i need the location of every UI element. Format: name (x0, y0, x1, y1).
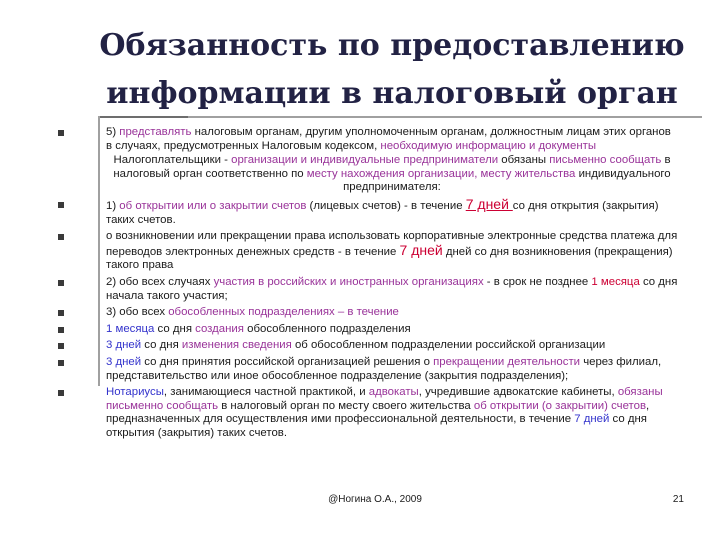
bullet-item (106, 195, 678, 227)
text-segment: 1 месяца (106, 322, 155, 335)
bullet-item (106, 306, 678, 320)
text-segment: письменно сообщать (549, 154, 662, 167)
bullet-item (106, 323, 678, 337)
text-segment: месту нахождения организации, месту жительства (306, 167, 576, 180)
bullet-square-icon (58, 360, 64, 366)
text-segment: в налоговый орган соответственно по (113, 154, 671, 180)
bullet-square-icon (58, 310, 64, 316)
footer-author: @Ногина О.А., 2009 (328, 494, 422, 505)
text-segment: представлять (119, 126, 192, 138)
text-segment: адвокаты (368, 386, 419, 399)
text-segment: прекращении деятельности (433, 355, 581, 368)
bullet-square-icon (58, 130, 64, 136)
bullet-item (106, 356, 678, 383)
text-segment: Нотариусы (106, 386, 164, 399)
text-segment: организации и индивидуальные предприниматели (231, 154, 499, 167)
text-segment: дней со дня возникновения (прекращения) такого права (106, 245, 673, 272)
bullet-item (106, 126, 678, 195)
text-segment: 3 дней (106, 355, 142, 368)
text-segment: 3 дней (106, 339, 142, 352)
text-segment: об обособленном подразделении российской организации (291, 339, 606, 352)
bullet-square-icon (58, 234, 64, 240)
taxpayer-note (106, 154, 678, 195)
text-segment: Налогоплательщики - (113, 154, 232, 167)
text-segment: со дня начала такого участия; (106, 275, 678, 302)
text-segment: 7 дней (465, 195, 513, 212)
text-segment: об открытии или о закрытии счетов (119, 199, 307, 212)
bullet-item (106, 276, 678, 303)
text-segment: необходимую информацию и документы (380, 139, 597, 152)
text-segment: обязаны (498, 154, 550, 167)
slide-title-line-1: Обязанность по предоставлению (99, 28, 685, 63)
text-segment: о возникновении или прекращении права использовать корпоративные электронные средства платежа для переводов электронных денежных средств - в течение (106, 230, 678, 258)
text-segment: со дня (154, 322, 196, 335)
left-vertical-rule (98, 116, 100, 386)
text-segment: 1) (106, 199, 120, 212)
text-segment: индивидуального предпринимателя: (343, 167, 671, 194)
text-segment: со дня (141, 339, 182, 352)
text-segment: участия в российских и иностранных организациях (213, 275, 484, 288)
text-segment: через филиал, представительство или иное обособленное подразделение (закрытия подразделения); (106, 355, 662, 382)
bullet-square-icon (58, 202, 64, 208)
text-segment: 3) обо всех (106, 306, 169, 319)
text-segment: создания (195, 322, 244, 335)
title-underline-rule (98, 116, 702, 118)
text-segment: в налоговый орган по месту своего жительства (218, 399, 474, 412)
bullet-item (106, 339, 678, 353)
text-segment: обязаны письменно сообщать (106, 386, 663, 412)
text-segment: обособленных подразделениях – в течение (168, 306, 399, 319)
text-segment: со дня принятия российской организацией решения о (141, 355, 434, 368)
text-segment: , занимающиеся частной практикой, и (163, 386, 369, 399)
text-segment: - в срок не позднее (483, 275, 592, 288)
text-segment: , предназначенных для осуществления ими профессиональной деятельности, в течение (106, 399, 650, 426)
bullet-item (106, 386, 678, 440)
bullet-item (106, 230, 678, 273)
bullet-square-icon (58, 327, 64, 333)
text-segment: со дня открытия (закрытия) таких счетов. (106, 413, 647, 439)
text-segment: об открытии (о закрытии) счетов (473, 399, 647, 412)
slide-title (92, 22, 692, 118)
text-segment: со дня открытия (закрытия) таких счетов. (106, 199, 659, 226)
title-underline-accent (98, 116, 188, 118)
bullet-square-icon (58, 280, 64, 286)
text-segment: (лицевых счетов) - в течение (306, 199, 466, 212)
text-segment: обособленного подразделения (243, 322, 411, 335)
text-segment: 5) (106, 126, 120, 138)
text-segment: , учредившие адвокатские кабинеты, (418, 386, 618, 399)
page-number: 21 (672, 494, 684, 505)
bullet-square-icon (58, 343, 64, 349)
bullet-square-icon (58, 390, 64, 396)
text-segment: 1 месяца (591, 275, 640, 288)
text-segment: 7 дней (574, 413, 610, 426)
text-segment: налоговым органам, другим уполномоченным органам, должностным лицам этих органов в случаях, предусмотренных Налоговым кодексом, (106, 126, 671, 152)
bullet-list (106, 126, 678, 443)
text-segment: 7 дней (399, 241, 443, 258)
text-segment: изменения сведения (181, 339, 292, 352)
text-segment: 2) обо всех случаях (106, 275, 214, 288)
slide-title-line-2: информации в налоговый орган (106, 76, 678, 111)
